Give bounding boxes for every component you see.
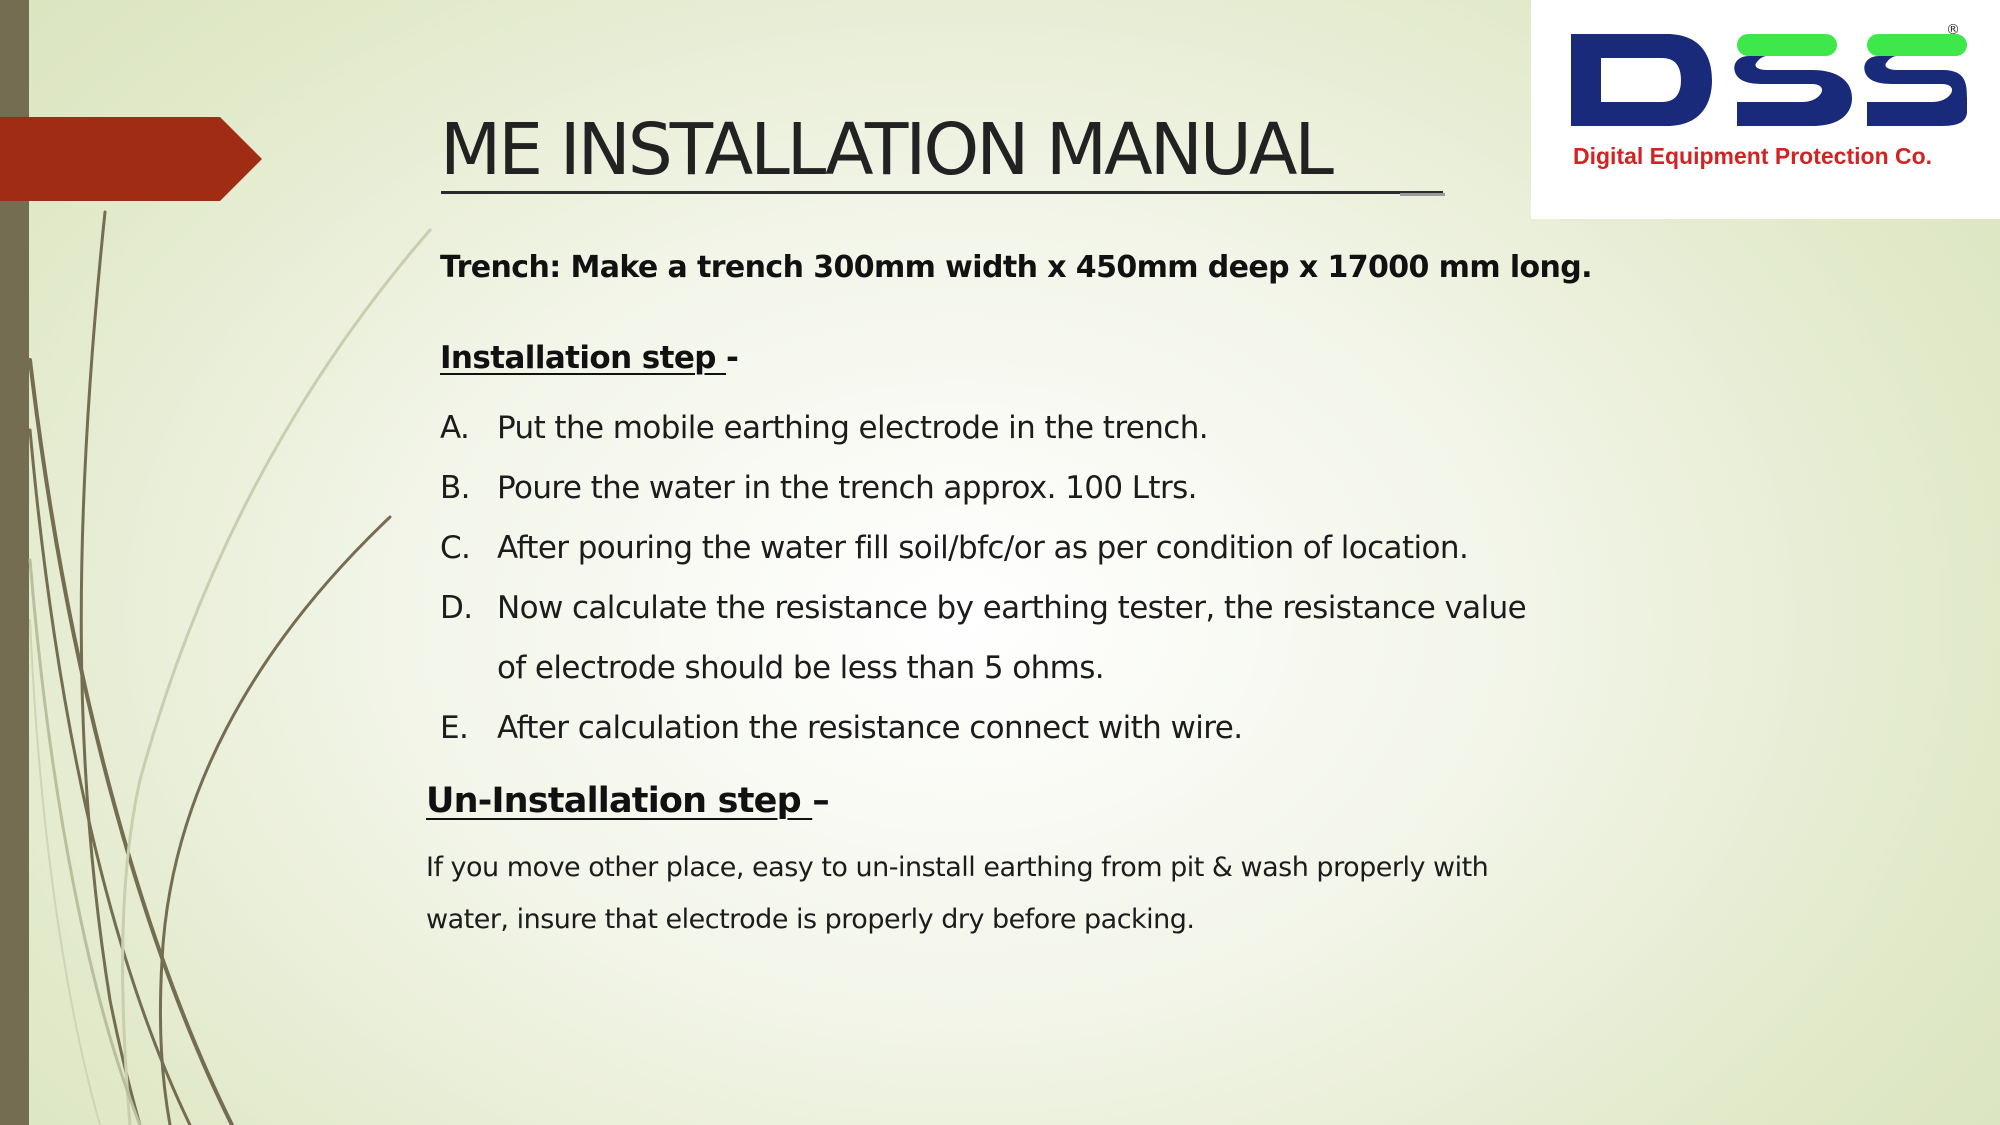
step-text: After calculation the resistance connect with wire. xyxy=(497,710,1243,746)
list-item xyxy=(440,458,1640,518)
step-letter: C. xyxy=(440,530,471,566)
uninstallation-heading-text: Un-Installation step xyxy=(426,781,813,821)
step-text: Put the mobile earthing electrode in the trench. xyxy=(497,410,1209,446)
trench-instruction: Trench: Make a trench 300mm width x 450mm deep x 17000 mm long. xyxy=(440,250,1592,285)
red-arrow-tab xyxy=(0,117,262,201)
step-letter: D. xyxy=(440,590,473,626)
logo-tagline: Digital Equipment Protection Co. xyxy=(1573,143,1933,169)
registered-mark: ® xyxy=(1946,22,1960,38)
installation-heading xyxy=(440,340,738,376)
list-item xyxy=(440,518,1640,578)
list-item xyxy=(440,698,1640,758)
dss-logo-mark xyxy=(1567,22,1967,132)
step-letter: B. xyxy=(440,470,470,506)
list-item xyxy=(440,578,1537,698)
step-letter: A. xyxy=(440,410,470,446)
uninstallation-text: If you move other place, easy to un-install earthing from pit & wash properly with water, insure that electrode is properly dry before packing. xyxy=(426,852,1489,935)
uninstallation-heading-suffix: – xyxy=(812,781,829,821)
company-logo xyxy=(1531,0,2000,219)
step-text: Poure the water in the trench approx. 100 Ltrs. xyxy=(497,470,1197,506)
step-letter: E. xyxy=(440,710,469,746)
installation-steps-list xyxy=(440,398,1640,758)
title-underline-shadow xyxy=(1400,193,1445,196)
step-text: After pouring the water fill soil/bfc/or as per condition of location. xyxy=(497,530,1469,566)
step-text: Now calculate the resistance by earthing tester, the resistance value of electrode should be less than 5 ohms. xyxy=(497,590,1527,686)
installation-heading-text: Installation step xyxy=(440,340,727,376)
title-underline xyxy=(441,191,1443,194)
page-title: ME INSTALLATION MANUAL xyxy=(440,108,1331,191)
list-item xyxy=(440,398,1640,458)
uninstallation-heading xyxy=(426,781,829,821)
installation-heading-suffix: - xyxy=(726,340,739,376)
